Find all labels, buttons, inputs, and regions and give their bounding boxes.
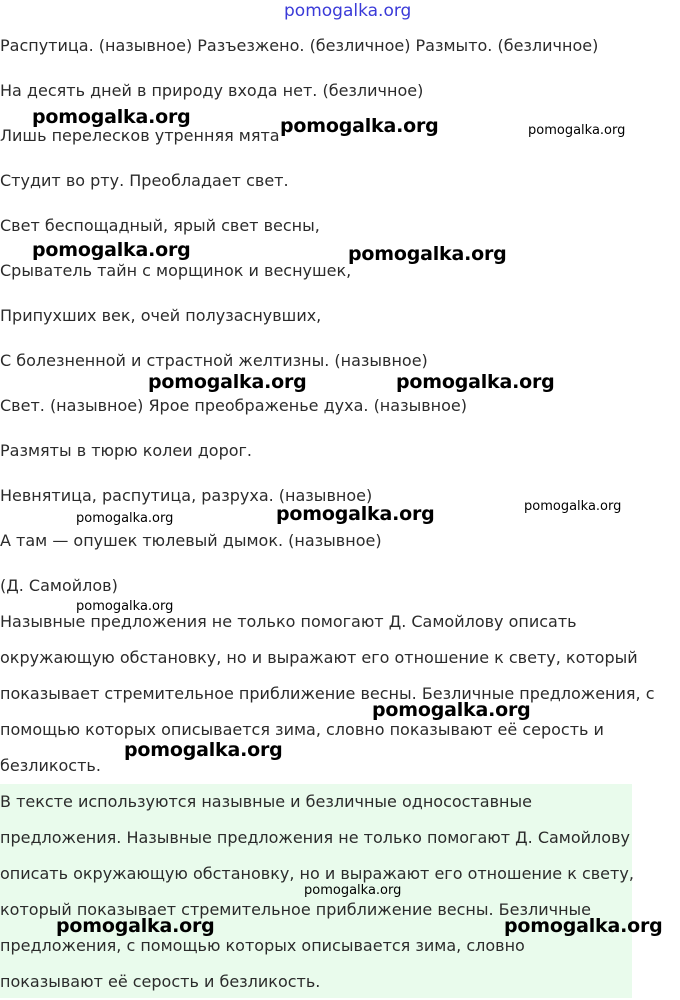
poem-line: Размяты в тюрю колеи дорог. [0,441,253,460]
watermark: pomogalka.org [280,115,439,137]
watermark: pomogalka.org [304,883,402,898]
watermark: pomogalka.org [276,503,435,525]
watermark: pomogalka.org [148,371,307,393]
answer-line: который показывает стремительное приближение весны. Безличные [0,900,591,919]
poem-line: Распутица. (назывное) Разъезжено. (безличное) Размыто. (безличное) [0,36,599,55]
poem-line: Свет. (назывное) Ярое преображенье духа. (назывное) [0,396,467,415]
analysis-line: окружающую обстановку, но и выражают его отношение к свету, который [0,648,638,667]
poem-line: Срыватель тайн с морщинок и веснушек, [0,261,352,280]
watermark: pomogalka.org [32,106,191,128]
poem-line: На десять дней в природу входа нет. (безличное) [0,81,424,100]
analysis-line: безликость. [0,756,101,775]
answer-line: описать окружающую обстановку, но и выражают его отношение к свету, [0,864,634,883]
answer-line: В тексте используются назывные и безличные односоставные [0,792,532,811]
poem-line: А там — опушек тюлевый дымок. (назывное) [0,531,382,550]
watermark: pomogalka.org [56,915,215,937]
poem-author: (Д. Самойлов) [0,576,118,595]
analysis-line: показывает стремительное приближение весны. Безличные предложения, с [0,684,655,703]
poem-line: Припухших век, очей полузаснувших, [0,306,322,325]
watermark: pomogalka.org [528,123,626,138]
watermark: pomogalka.org [372,699,531,721]
watermark: pomogalka.org [504,915,663,937]
watermark: pomogalka.org [32,239,191,261]
answer-line: предложения, с помощью которых описывается зима, словно [0,936,525,955]
watermark: pomogalka.org [76,511,174,526]
poem-line: Свет беспощадный, ярый свет весны, [0,216,320,235]
poem-line: С болезненной и страстной желтизны. (назывное) [0,351,428,370]
answer-line: показывают её серость и безликость. [0,972,321,991]
watermark: pomogalka.org [348,243,507,265]
watermark: pomogalka.org [524,499,622,514]
answer-line: предложения. Назывные предложения не только помогают Д. Самойлову [0,828,630,847]
watermark: pomogalka.org [76,599,174,614]
watermark: pomogalka.org [124,739,283,761]
poem-line: Студит во рту. Преобладает свет. [0,171,289,190]
analysis-line: помощью которых описывается зима, словно показывают её серость и [0,720,604,739]
watermark: pomogalka.org [396,371,555,393]
analysis-line: Назывные предложения не только помогают Д. Самойлову описать [0,612,577,631]
site-header-link[interactable]: pomogalka.org [284,1,412,21]
poem-line: Лишь перелесков утренняя мята [0,126,280,145]
poem-line: Невнятица, распутица, разруха. (назывное) [0,486,373,505]
